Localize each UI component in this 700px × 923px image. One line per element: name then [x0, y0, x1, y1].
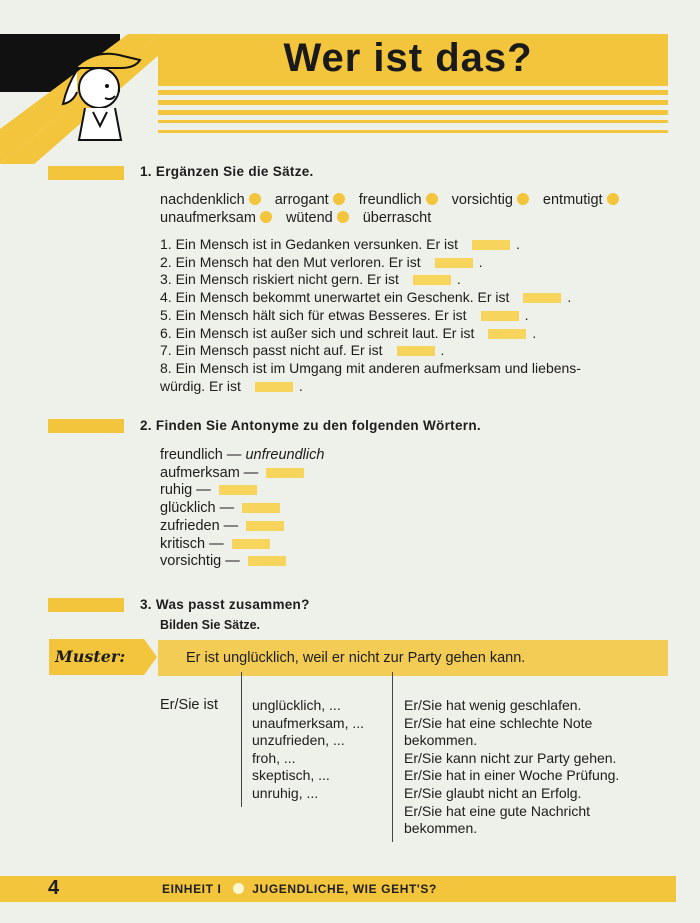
- answer-blank[interactable]: [246, 521, 284, 531]
- answer-blank[interactable]: [248, 556, 286, 566]
- reason-item: Er/Sie glaubt nicht an Erfolg.: [404, 784, 582, 801]
- page-title: Wer ist das?: [283, 36, 533, 80]
- bullet-dot-icon: [607, 193, 619, 205]
- answer-blank[interactable]: [397, 346, 435, 356]
- sentence: 8. Ein Mensch ist im Umgang mit anderen aufmerksam und liebens-: [160, 359, 581, 376]
- adjective-item: unruhig, ...: [252, 784, 319, 801]
- reason-item: Er/Sie hat eine schlechte Note: [404, 714, 593, 731]
- section2-bar: [48, 419, 124, 433]
- antonym-word: freundlich —: [160, 447, 242, 463]
- page-number: 4: [48, 877, 60, 899]
- girl-cap-illustration: [55, 46, 145, 142]
- word-bank-item: unaufmerksam: [160, 210, 256, 226]
- reason-item: Er/Sie hat in einer Woche Prüfung.: [404, 767, 620, 784]
- word-bank-item: vorsichtig: [451, 192, 513, 208]
- reason-column: [404, 697, 674, 838]
- sentence: 3. Ein Mensch riskiert nicht gern. Er ist: [160, 271, 399, 288]
- answer-blank[interactable]: [435, 258, 473, 268]
- adjective-column: [252, 697, 364, 803]
- word-bank-item: nachdenklich: [160, 192, 245, 208]
- title-stripe: [158, 120, 668, 123]
- footer-dot-icon: [233, 883, 244, 894]
- adjective-item: froh, ...: [252, 749, 296, 766]
- antonym-word: vorsichtig —: [160, 553, 240, 570]
- unit-title: JUGENDLICHE, WIE GEHT'S?: [252, 882, 437, 896]
- antonym-word: kritisch —: [160, 535, 224, 552]
- answer-blank[interactable]: [266, 468, 304, 478]
- reason-item: Er/Sie kann nicht zur Party gehen.: [404, 749, 617, 766]
- title-stripe: [158, 100, 668, 105]
- section3-subtitle: Bilden Sie Sätze.: [160, 618, 261, 632]
- reason-item: Er/Sie hat wenig geschlafen.: [404, 697, 582, 713]
- adjective-item: unglücklich, ...: [252, 697, 341, 713]
- antonym-word: ruhig —: [160, 482, 211, 499]
- antonym-example-answer: unfreundlich: [245, 447, 325, 463]
- match-subject: Er/Sie ist: [160, 697, 219, 713]
- answer-blank[interactable]: [219, 485, 257, 495]
- bullet-dot-icon: [260, 211, 272, 223]
- section3-title: 3. Was passt zusammen?: [140, 597, 310, 612]
- unit-label: EINHEIT I: [162, 882, 222, 896]
- bullet-dot-icon: [249, 193, 261, 205]
- muster-label: Muster:: [55, 647, 126, 666]
- title-stripe: [158, 110, 668, 115]
- antonym-word: zufrieden —: [160, 517, 239, 534]
- sentence: 7. Ein Mensch passt nicht auf. Er ist: [160, 342, 383, 359]
- answer-blank[interactable]: [242, 503, 280, 513]
- answer-blank[interactable]: [481, 311, 519, 321]
- answer-blank[interactable]: [488, 329, 526, 339]
- section1-bar: [48, 166, 124, 180]
- sentence: 6. Ein Mensch ist außer sich und schreit laut. Er ist: [160, 324, 475, 341]
- sentence: 5. Ein Mensch hält sich für etwas Besseres. Er ist: [160, 306, 467, 323]
- word-bank-item: entmutigt: [542, 192, 603, 208]
- adjective-item: unzufrieden, ...: [252, 732, 345, 749]
- muster-sentence: Er ist unglücklich, weil er nicht zur Party gehen kann.: [186, 650, 526, 666]
- sentence: 1. Ein Mensch ist in Gedanken versunken. Er ist: [160, 236, 459, 252]
- reason-item: bekommen.: [404, 820, 478, 837]
- sentence: würdig. Er ist: [160, 377, 241, 394]
- bullet-dot-icon: [517, 193, 529, 205]
- antonym-word: aufmerksam —: [160, 464, 259, 481]
- column-divider: [392, 672, 393, 842]
- bullet-dot-icon: [426, 193, 438, 205]
- footer-unit: [162, 882, 437, 896]
- word-bank-item: freundlich: [358, 192, 422, 208]
- antonym-word: glücklich —: [160, 500, 235, 517]
- reason-item: bekommen.: [404, 732, 478, 749]
- title-stripe: [158, 130, 668, 133]
- section1-title: 1. Ergänzen Sie die Sätze.: [140, 164, 314, 179]
- sentence: 4. Ein Mensch bekommt unerwartet ein Geschenk. Er ist: [160, 289, 510, 306]
- reason-item: Er/Sie hat eine gute Nachricht: [404, 802, 590, 819]
- word-bank-item: wütend: [285, 210, 333, 226]
- word-bank: [160, 191, 680, 227]
- answer-blank[interactable]: [523, 293, 561, 303]
- sentence: 2. Ein Mensch hat den Mut verloren. Er ist: [160, 253, 421, 270]
- title-stripe: [158, 90, 668, 95]
- column-divider: [241, 672, 242, 807]
- antonym-list: [160, 447, 324, 571]
- adjective-item: unaufmerksam, ...: [252, 714, 365, 731]
- bullet-dot-icon: [337, 211, 349, 223]
- word-bank-item: arrogant: [274, 192, 329, 208]
- section3-bar: [48, 598, 124, 612]
- answer-blank[interactable]: [413, 275, 451, 285]
- sentence-list: 1. Ein Mensch ist in Gedanken versunken. Er ist . 2. Ein Mensch hat den Mut verloren. Er ist . 3. Ein Mensch riskiert nicht gern. Er ist . 4. Ein Mensch bekommt unerwartet ein Geschenk. Er ist . 5. Ein Mensch hält sich für etwas Besseres. Er ist . 6. Ein Mensch ist außer sich und schreit laut. Er ist . 7. Ein Mensch passt nicht auf. Er ist . 8. Ein Mensch ist im Umgang mit anderen aufmerksam und liebens- würdig. Er ist .: [160, 236, 581, 394]
- answer-blank[interactable]: [232, 539, 270, 549]
- section2-title: 2. Finden Sie Antonyme zu den folgenden Wörtern.: [140, 418, 481, 433]
- answer-blank[interactable]: [255, 382, 293, 392]
- word-bank-item: überrascht: [362, 210, 432, 226]
- bullet-dot-icon: [333, 193, 345, 205]
- answer-blank[interactable]: [472, 240, 510, 250]
- adjective-item: skeptisch, ...: [252, 767, 330, 784]
